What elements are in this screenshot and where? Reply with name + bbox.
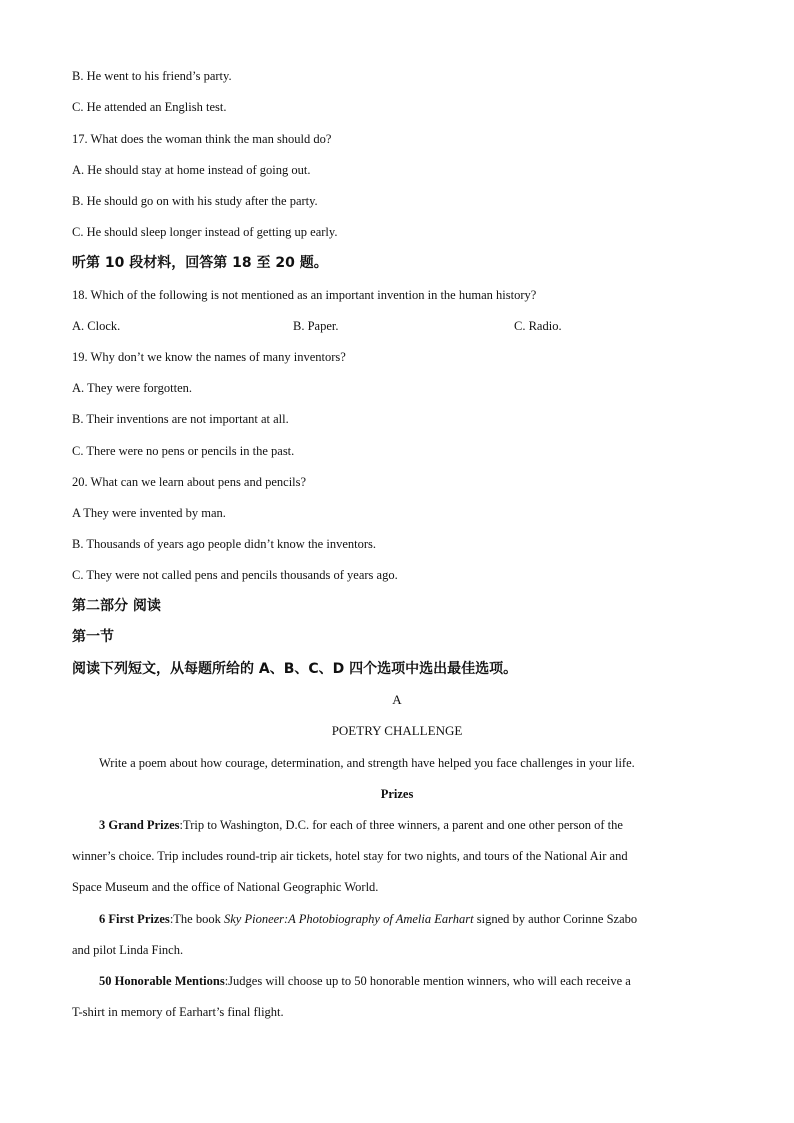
- q17-option-b: B. He should go on with his study after the party.: [72, 194, 318, 208]
- q20-option-c: C. They were not called pens and pencils thousands of years ago.: [72, 568, 398, 582]
- prizes-heading: Prizes: [380, 787, 414, 801]
- passage-title: POETRY CHALLENGE: [331, 723, 463, 738]
- first-prizes-line1: [99, 911, 637, 927]
- reading-instruction: 阅读下列短文，从每题所给的 A、B、C、D 四个选项中选出最佳选项。: [72, 661, 518, 677]
- q20-option-a: A They were invented by man.: [72, 506, 226, 520]
- first-prizes-text: :The book: [169, 912, 224, 926]
- q19-option-c: C. There were no pens or pencils in the past.: [72, 444, 295, 458]
- passage-letter: A: [392, 692, 402, 707]
- q17-question: 17. What does the woman think the man should do?: [72, 132, 332, 146]
- q18-option-b: B. Paper.: [293, 319, 339, 333]
- q18-option-a: A. Clock.: [72, 319, 121, 333]
- honorable-mentions-text: :Judges will choose up to 50 honorable mention winners, who will each receive a: [224, 974, 631, 988]
- first-prizes-line2: and pilot Linda Finch.: [72, 943, 184, 957]
- q17-option-c: C. He should sleep longer instead of getting up early.: [72, 225, 338, 239]
- first-prizes-text-after: signed by author Corinne Szabo: [473, 912, 638, 926]
- honorable-mentions-label: 50 Honorable Mentions: [99, 974, 225, 988]
- q19-option-b: B. Their inventions are not important at all.: [72, 412, 289, 426]
- grand-prizes-text: :Trip to Washington, D.C. for each of three winners, a parent and one other person of the: [179, 818, 623, 832]
- q16-option-c: C. He attended an English test.: [72, 100, 227, 114]
- section10-heading: 听第 10 段材料，回答第 18 至 20 题。: [72, 255, 328, 271]
- section-heading: 第一节: [72, 629, 114, 645]
- honorable-mentions-line2: T-shirt in memory of Earhart’s final flight.: [72, 1005, 284, 1019]
- q17-option-a: A. He should stay at home instead of going out.: [72, 163, 311, 177]
- book-title: Sky Pioneer:A Photobiography of Amelia Earhart: [223, 912, 474, 926]
- q19-question: 19. Why don’t we know the names of many inventors?: [72, 350, 346, 364]
- honorable-mentions-line1: [99, 973, 631, 989]
- grand-prizes-label: 3 Grand Prizes: [99, 818, 180, 832]
- q18-option-c: C. Radio.: [514, 319, 562, 333]
- q19-option-a: A. They were forgotten.: [72, 381, 192, 395]
- grand-prizes-line3: Space Museum and the office of National Geographic World.: [72, 880, 379, 894]
- q16-option-b: B. He went to his friend’s party.: [72, 69, 232, 83]
- q18-question: 18. Which of the following is not mentioned as an important invention in the human history?: [72, 288, 537, 302]
- grand-prizes-line1: [99, 817, 623, 833]
- q20-option-b: B. Thousands of years ago people didn’t know the inventors.: [72, 537, 377, 551]
- first-prizes-label: 6 First Prizes: [99, 912, 170, 926]
- passage-intro: Write a poem about how courage, determination, and strength have helped you face challenges in your life.: [99, 756, 635, 770]
- grand-prizes-line2: winner’s choice. Trip includes round-trip air tickets, hotel stay for two nights, and tours of the National Air and: [72, 849, 628, 863]
- q20-question: 20. What can we learn about pens and pencils?: [72, 475, 307, 489]
- part-heading: 第二部分 阅读: [72, 598, 161, 614]
